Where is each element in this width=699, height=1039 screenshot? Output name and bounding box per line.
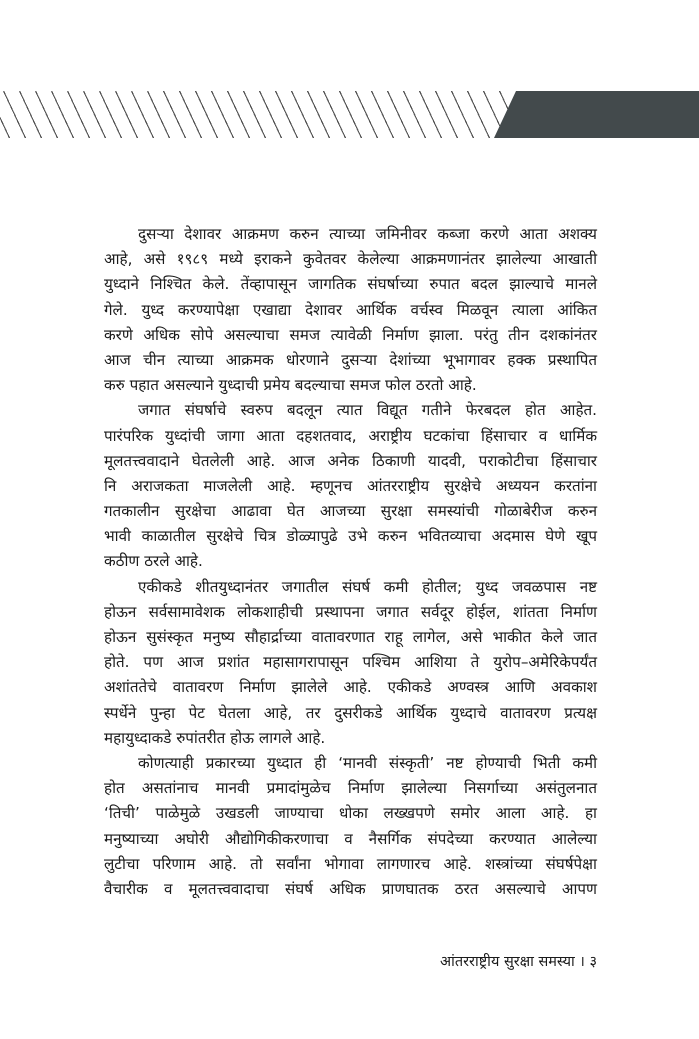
decorative-stripes xyxy=(0,91,515,138)
text-line: महायुध्दाकडे रुपांतरीत होऊ लागले आहे. xyxy=(104,728,326,747)
text-line: आज चीन त्याच्या आक्रमक धोरणाने दुसऱ्या देशांच्या भूभागावर हक्क प्रस्थापित xyxy=(104,350,597,369)
text-line: कोणत्याही प्रकारच्या युध्दात ही ‘मानवी संस्कृती’ नष्ट होण्याची भिती कमी xyxy=(138,753,597,772)
page-number: ३ xyxy=(589,954,597,970)
text-line: होऊन सर्वसामावेशक लोकशाहीची प्रस्थापना जगात सर्वदूर होईल, शांतता निर्माण xyxy=(104,602,597,621)
running-title: आंतरराष्ट्रीय सुरक्षा समस्या xyxy=(440,954,575,970)
text-line: करु पहात असल्याने युध्दाची प्रमेय बदल्याचा समज फोल ठरतो आहे. xyxy=(104,376,477,395)
text-line: होते. पण आज प्रशांत महासागरापासून पश्चिम आशिया ते युरोप–अमेरिकेपर्यंत xyxy=(104,653,597,672)
text-line: आहे, असे १९८९ मध्ये इराकने कुवेतवर केलेल्या आक्रमणानंतर झालेल्या आखाती xyxy=(104,250,597,269)
text-line: नि अराजकता माजलेली आहे. म्हणूनच आंतरराष्ट्रीय सुरक्षेचे अध्ययन करतांना xyxy=(104,476,597,495)
chapter-header-band xyxy=(0,91,699,138)
text-line: युध्दाने निश्चित केले. तेंव्हापासून जागतिक संघर्षाच्या रुपात बदल झाल्याचे मानले xyxy=(104,275,597,294)
text-line: वैचारीक व मूलतत्त्ववादाचा संघर्ष अधिक प्राणघातक ठरत असल्याचे आपण xyxy=(104,879,597,898)
page-footer xyxy=(440,950,597,974)
title-box xyxy=(494,91,699,138)
text-line: गेले. युध्द करण्यापेक्षा एखाद्या देशावर आर्थिक वर्चस्व मिळवून त्याला आंकित xyxy=(104,300,597,319)
text-line: अशांततेचे वातावरण निर्माण झालेले आहे. एकीकडे अण्वस्त्र आणि अवकाश xyxy=(104,678,597,697)
chapter-title: प्रस्तावना xyxy=(530,13,584,33)
text-line: गतकालीन सुरक्षेचा आढावा घेत आजच्या सुरक्षा समस्यांची गोळाबेरीज करुन xyxy=(104,502,597,521)
text-line: स्पर्धेने पुन्हा पेट घेतला आहे, तर दुसरीकडे आर्थिक युध्दाचे वातावरण प्रत्यक्ष xyxy=(104,703,597,722)
text-line: होत असतांनाच मानवी प्रमादांमुळेच निर्माण झालेल्या निसर्गाच्या असंतुलनात xyxy=(104,779,597,798)
paragraph xyxy=(104,222,597,398)
paragraph xyxy=(104,575,597,751)
text-line: होऊन सुसंस्कृत मनुष्य सौहार्द्राच्या वातावरणात राहू लागेल, असे भाकीत केले जात xyxy=(104,628,597,646)
text-line: दुसऱ्या देशावर आक्रमण करुन त्याच्या जमिनीवर कब्जा करणे आता अशक्य xyxy=(138,225,597,243)
text-line: एकीकडे शीतयुध्दानंतर जगातील संघर्ष कमी होतील; युध्द जवळपास नष्ट xyxy=(138,577,597,596)
text-line: पारंपरिक युध्दांची जागा आता दहशतवाद, अराष्ट्रीय घटकांचा हिंसाचार व धार्मिक xyxy=(104,426,597,445)
text-line: करणे अधिक सोपे असल्याचा समज त्यावेळी निर्माण झाला. परंतु तीन दशकांनंतर xyxy=(104,325,597,344)
footer-separator: । xyxy=(579,954,585,970)
paragraph xyxy=(104,398,597,574)
text-line: मनुष्याच्या अघोरी औद्योगिकीकरणाचा व नैसर्गिक संपदेच्या करण्यात आलेल्या xyxy=(104,829,597,848)
paragraph xyxy=(104,751,597,902)
text-line: ‘तिची’ पाळेमुळे उखडली जाण्याचा धोका लख्खपणे समोर आला आहे. हा xyxy=(104,804,597,823)
text-line: कठीण ठरले आहे. xyxy=(104,552,203,571)
text-line: जगात संघर्षाचे स्वरुप बदलून त्यात विद्यूत गतीने फेरबदल होत आहेत. xyxy=(138,401,597,420)
text-line: मूलतत्त्ववादाने घेतलेली आहे. आज अनेक ठिकाणी यादवी, पराकोटीचा हिंसाचार xyxy=(104,451,597,470)
body-text xyxy=(104,222,597,902)
text-line: लुटीचा परिणाम आहे. तो सर्वांना भोगावा लागणारच आहे. शस्त्रांच्या संघर्षपेक्षा xyxy=(104,854,597,873)
text-line: भावी काळातील सुरक्षेचे चित्र डोळ्यापुढे उभे करुन भवितव्याचा अदमास घेणे खूप xyxy=(104,527,597,546)
